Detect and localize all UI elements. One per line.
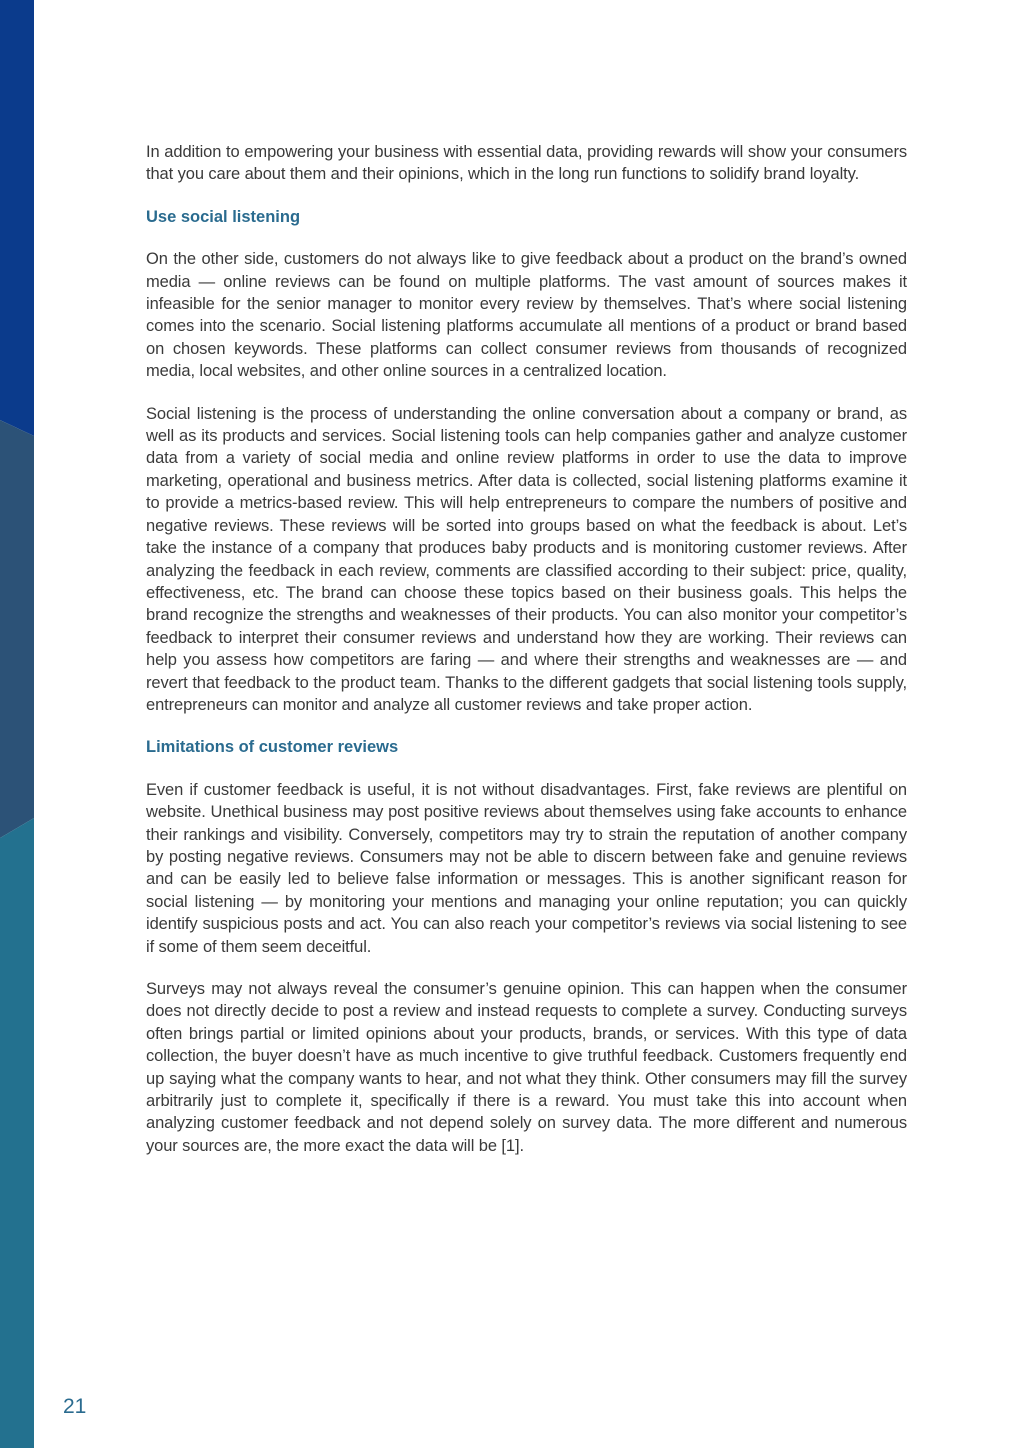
paragraph-social-listening-intro: On the other side, customers do not always like to give feedback about a product on the brand’s owned media — online reviews can be found on multiple platforms. The vast amount of sources makes it infeasible for the senior manager to monitor every review by themselves. That’s where social listening comes into the scenario. Social listening platforms accumulate all mentions of a product or brand based on chosen keywords. These platforms can collect consumer reviews from thousands of recognized media, local websites, and other online sources in a centralized location. (146, 250, 907, 381)
paragraph-social-listening-process: Social listening is the process of understanding the online conversation about a company or brand, as well as its products and services. Social listening tools can help companies gather and analyze customer data from a variety of social media and online review platforms in order to use the data to improve marketing, operational and business metrics. After data is collected, social listening platforms examine it to provide a metrics-based review. This will help entrepreneurs to compare the numbers of positive and negative reviews. These reviews will be sorted into groups based on what the feedback is about. Let’s take the instance of a company that produces baby products and is monitoring customer reviews. After analyzing the feedback in each review, comments are classified according to their subject: price, quality, effectiveness, etc. The brand can choose these topics based on their business goals. This helps the brand recognize the strengths and weaknesses of their products. You can also monitor your competitor’s feedback to interpret their consumer reviews and understand how they are working. Their reviews can help you assess how competitors are faring — and where their strengths and weaknesses are — and revert that feedback to the product team. Thanks to the different gadgets that social listening tools supply, entrepreneurs can monitor and analyze all customer reviews and take proper action. (146, 404, 907, 714)
paragraph-surveys: Surveys may not always reveal the consumer’s genuine opinion. This can happen when the consumer does not directly decide to post a review and instead requests to complete a survey. Conducting surveys often brings partial or limited opinions about your products, brands, or services. With this type of data collection, the buyer doesn’t have as much incentive to give truthful feedback. Customers frequently end up saying what the company wants to hear, and not what they think. Other consumers may fill the survey arbitrarily just to complete it, specifically if there is a reward. You must take this into account when analyzing customer feedback and not depend solely on survey data. The more different and numerous your sources are, the more exact the data will be [1]. (146, 980, 907, 1155)
page-number: 21 (63, 1395, 87, 1418)
heading-limitations: Limitations of customer reviews (146, 738, 399, 757)
decorative-side-band (0, 0, 34, 1448)
band-segment-bottom (0, 818, 34, 1448)
article-body (146, 141, 907, 1177)
paragraph-fake-reviews: Even if customer feedback is useful, it is not without disadvantages. First, fake reviews are plentiful on website. Unethical business may post positive reviews about themselves using fake accounts to enhance their rankings and visibility. Conversely, competitors may try to strain the reputation of another company by posting negative reviews. Consumers may not be able to discern between fake and genuine reviews and can be easily led to believe false information or messages. This is another significant reason for social listening — by monitoring your mentions and managing your online reputation; you can quickly identify suspicious posts and act. You can also reach your competitor’s reviews via social listening to see if some of them seem deceitful. (146, 780, 907, 956)
band-segment-middle (0, 420, 34, 838)
band-segment-top (0, 0, 34, 436)
paragraph-rewards: In addition to empowering your business with essential data, providing rewards will show your consumers that you care about them and their opinions, which in the long run functions to solidify brand loyalty. (146, 143, 907, 184)
heading-use-social-listening: Use social listening (146, 207, 301, 226)
